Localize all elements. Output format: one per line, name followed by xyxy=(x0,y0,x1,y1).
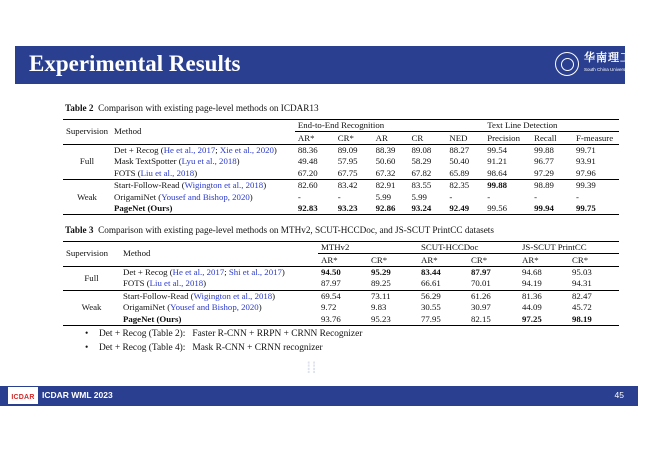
table3-subheader: AR* xyxy=(421,254,438,265)
table2-header-detection: Text Line Detection xyxy=(484,120,619,132)
table3-value-cell: 77.95 xyxy=(421,313,441,324)
table3-value-cell: 82.15 xyxy=(471,313,491,324)
method-name: Det + Recog ( xyxy=(114,144,164,155)
table2-value-cell: 83.42 xyxy=(337,180,358,191)
table2-value-cell: - xyxy=(297,191,301,202)
table3-value-cell: 69.54 xyxy=(321,290,341,301)
table2-subheader: NED xyxy=(449,132,468,143)
citation-link: Yousef and Bishop, 2020 xyxy=(161,191,250,202)
table3-body xyxy=(63,266,619,325)
bullet-item: • Det + Recog (Table 4): Mask R-CNN + CRNN recognizer xyxy=(85,343,323,353)
table2-value-cell: 82.60 xyxy=(297,180,318,191)
table2-value-cell: 88.36 xyxy=(297,144,318,155)
method-name: PageNet (Ours) xyxy=(123,313,182,324)
table2-value-cell: 99.94 xyxy=(534,202,554,213)
citation-link: Liu et al., 2018 xyxy=(149,278,204,289)
table2-header-supervision: Supervision xyxy=(63,120,111,145)
table3-row xyxy=(63,302,619,313)
method-name: Start-Follow-Read ( xyxy=(114,180,185,191)
table3-subheader: CR* xyxy=(371,254,388,265)
table3-value-cell: 9.83 xyxy=(371,302,387,313)
table3-value-cell: 45.72 xyxy=(572,302,592,313)
table3-value-cell: 87.97 xyxy=(471,266,491,277)
university-name-cn: 华南理工大学 xyxy=(584,51,656,64)
table3-value-cell: 83.44 xyxy=(421,266,441,277)
table3-value-cell: 82.47 xyxy=(572,290,592,301)
table2-value-cell: 99.71 xyxy=(576,144,596,155)
table3-value-cell: 30.55 xyxy=(421,302,441,313)
table3-value-cell: 94.31 xyxy=(572,278,592,289)
method-paren: ) xyxy=(263,180,267,191)
table2-row xyxy=(63,168,619,180)
method-paren: ) xyxy=(258,302,262,313)
table2-caption-text: Comparison with existing page-level methods on ICDAR13 xyxy=(98,103,319,113)
page-number: 45 xyxy=(614,390,624,400)
table2-row xyxy=(63,179,619,191)
table3-value-cell: 44.09 xyxy=(522,302,542,313)
table3-method-cell xyxy=(120,290,318,302)
method-paren: ) xyxy=(236,156,240,167)
method-paren: ) xyxy=(272,290,276,301)
university-name-en: South China University of Technology xyxy=(584,67,659,72)
table3-value-cell: 70.01 xyxy=(471,278,491,289)
table2-method-cell xyxy=(111,156,295,167)
table3-value-cell: 81.36 xyxy=(522,290,542,301)
table2-method-cell xyxy=(111,191,295,202)
method-name: Det + Recog ( xyxy=(123,266,173,277)
table2-row xyxy=(63,144,619,156)
citation-sep: ; xyxy=(215,144,220,155)
table3-caption xyxy=(65,225,494,235)
table2-value-cell: 65.89 xyxy=(449,167,470,178)
method-paren: ) xyxy=(273,144,277,155)
table2-value-cell: 99.88 xyxy=(534,144,554,155)
table2-subheader: Recall xyxy=(534,132,557,143)
table3-method-cell xyxy=(120,302,318,313)
table3-value-cell: 30.97 xyxy=(471,302,491,313)
bullet-label: Det + Recog (Table 4): xyxy=(99,343,186,353)
table3-header-supervision: Supervision xyxy=(63,242,120,267)
citation-link: Wigington et al., 2018 xyxy=(193,290,273,301)
table2-value-cell: 99.56 xyxy=(487,202,508,213)
table3-header-mthv2: MTHv2 xyxy=(318,242,418,254)
method-paren: ) xyxy=(249,191,253,202)
title-bar xyxy=(15,46,659,84)
table3-supervision-full: Full xyxy=(63,266,120,290)
icdar-logo-icon xyxy=(8,387,38,404)
table2-caption-label: Table 2 xyxy=(65,103,94,113)
table3-row xyxy=(63,313,619,325)
table2-supervision-weak: Weak xyxy=(63,179,111,214)
table2-value-cell: - xyxy=(449,191,453,202)
table2-value-cell: 82.35 xyxy=(449,180,470,191)
table3-value-cell: 95.29 xyxy=(371,266,391,277)
method-name: FOTS ( xyxy=(123,278,150,289)
method-paren: ) xyxy=(281,266,285,277)
bullet-label: Det + Recog (Table 2): xyxy=(99,329,186,339)
table3-method-cell xyxy=(120,278,318,290)
table3-row xyxy=(63,290,619,302)
table2-value-cell: 99.75 xyxy=(576,202,596,213)
table2-value-cell: 5.99 xyxy=(375,191,391,202)
table2-method-cell xyxy=(111,144,295,156)
table3-subheader: AR* xyxy=(321,254,338,265)
table3-caption-text: Comparison with existing page-level methods on MTHv2, SCUT-HCCDoc, and JS-SCUT PrintCC datasets xyxy=(98,225,494,235)
table3-value-cell: 66.61 xyxy=(421,278,441,289)
bullet-text: Mask R-CNN + CRNN recognizer xyxy=(192,343,323,353)
slide-title: Experimental Results xyxy=(29,51,241,76)
table2-value-cell: 50.60 xyxy=(375,156,396,167)
table2-value-cell: 57.95 xyxy=(337,156,358,167)
method-paren: ) xyxy=(203,278,207,289)
table3-supervision-weak: Weak xyxy=(63,290,120,325)
table2-value-cell: 93.23 xyxy=(337,202,358,213)
table2-value-cell: 92.83 xyxy=(297,202,318,213)
table2-method-cell xyxy=(111,179,295,191)
table2-value-cell: 92.86 xyxy=(375,202,396,213)
citation-sep: ; xyxy=(224,266,229,277)
table3-value-cell: 93.76 xyxy=(321,313,341,324)
citation-link: Liu et al., 2018 xyxy=(140,167,195,178)
table2-value-cell: 88.39 xyxy=(375,144,396,155)
table3-subheader: CR* xyxy=(572,254,589,265)
table2-subheader: F-measure xyxy=(576,132,614,143)
table2-subheader: Precision xyxy=(487,132,520,143)
citation-link: He et al., 2017 xyxy=(172,266,225,277)
table3-header-hccdoc: SCUT-HCCDoc xyxy=(418,242,519,254)
table3-method-cell xyxy=(120,313,318,325)
table2-value-cell: 99.54 xyxy=(487,144,508,155)
table3-caption-label: Table 3 xyxy=(65,225,94,235)
table2-value-cell: 96.77 xyxy=(534,156,554,167)
table3-value-cell: 95.03 xyxy=(572,266,592,277)
table3-value-cell: 94.19 xyxy=(522,278,542,289)
table2-value-cell: - xyxy=(337,191,341,202)
table2-value-cell: 99.88 xyxy=(487,180,508,191)
table2-value-cell: 67.32 xyxy=(375,167,396,178)
citation-link: Xie et al., 2020 xyxy=(219,144,274,155)
bullet-item: • Det + Recog (Table 2): Faster R-CNN + RRPN + CRNN Recognizer xyxy=(85,329,363,339)
table2-value-cell: 50.40 xyxy=(449,156,470,167)
table3-value-cell: 73.11 xyxy=(371,290,391,301)
method-name: Mask TextSpotter ( xyxy=(114,156,182,167)
method-name: OrigamiNet ( xyxy=(114,191,162,202)
icdar-logo-text: ICDAR xyxy=(11,394,35,401)
table2-row xyxy=(63,156,619,167)
table2 xyxy=(63,119,619,215)
table2-supervision-full: Full xyxy=(63,144,111,179)
bullet-text: Faster R-CNN + RRPN + CRNN Recognizer xyxy=(192,329,363,339)
table2-value-cell: 92.49 xyxy=(449,202,470,213)
table2-method-cell xyxy=(111,203,295,215)
footer-conference: ICDAR WML 2023 xyxy=(42,390,113,400)
table2-value-cell: 97.96 xyxy=(576,167,596,178)
table2-value-cell: 58.29 xyxy=(411,156,432,167)
table3-value-cell: 89.25 xyxy=(371,278,391,289)
table2-caption xyxy=(65,103,319,113)
table2-row xyxy=(63,191,619,202)
table3-value-cell: 95.23 xyxy=(371,313,391,324)
table2-value-cell: 98.64 xyxy=(487,167,508,178)
table3-value-cell: 98.19 xyxy=(572,313,592,324)
table3-value-cell: 61.26 xyxy=(471,290,491,301)
table2-value-cell: 67.82 xyxy=(411,167,432,178)
table3-method-cell xyxy=(120,266,318,278)
table2-value-cell: 99.39 xyxy=(576,180,596,191)
method-paren: ) xyxy=(194,167,198,178)
method-name: PageNet (Ours) xyxy=(114,202,173,213)
citation-link: He et al., 2017 xyxy=(163,144,216,155)
table3-subheader: CR* xyxy=(471,254,488,265)
table2-value-cell: 49.48 xyxy=(297,156,318,167)
table3-value-cell: 94.50 xyxy=(321,266,341,277)
table3-value-cell: 94.68 xyxy=(522,266,542,277)
table2-value-cell: 5.99 xyxy=(411,191,427,202)
table2-header-method: Method xyxy=(111,120,295,145)
table2-subheader: CR* xyxy=(337,132,354,143)
table2-subheader: CR xyxy=(411,132,424,143)
table2-row xyxy=(63,203,619,215)
university-seal-icon xyxy=(555,52,579,76)
citation-link: Yousef and Bishop, 2020 xyxy=(170,302,259,313)
citation-link: Lyu et al., 2018 xyxy=(181,156,237,167)
table2-value-cell: 98.89 xyxy=(534,180,554,191)
table2-value-cell: 89.08 xyxy=(411,144,432,155)
method-name: Start-Follow-Read ( xyxy=(123,290,194,301)
table2-value-cell: - xyxy=(534,191,538,202)
bullet-list xyxy=(85,329,362,357)
method-name: OrigamiNet ( xyxy=(123,302,171,313)
table2-value-cell: 83.55 xyxy=(411,180,432,191)
table2-value-cell: 93.24 xyxy=(411,202,432,213)
table3-header-printcc: JS-SCUT PrintCC xyxy=(519,242,619,254)
table2-value-cell: 97.29 xyxy=(534,167,554,178)
table2-subheader: AR xyxy=(375,132,388,143)
table2-value-cell: - xyxy=(576,191,579,202)
method-name: FOTS ( xyxy=(114,167,141,178)
table2-value-cell: 93.91 xyxy=(576,156,596,167)
table2-method-cell xyxy=(111,168,295,180)
table3-header-method: Method xyxy=(120,242,318,267)
table3-value-cell: 9.72 xyxy=(321,302,337,313)
table3-value-cell: 87.97 xyxy=(321,278,341,289)
table2-body xyxy=(63,144,619,214)
table3 xyxy=(63,241,619,326)
table3-row xyxy=(63,266,619,278)
table2-subheader: AR* xyxy=(297,132,315,143)
watermark-mark: ⁞⁞ xyxy=(306,358,317,378)
table3-value-cell: 56.29 xyxy=(421,290,441,301)
table3-value-cell: 97.25 xyxy=(522,313,542,324)
table2-value-cell: 82.91 xyxy=(375,180,396,191)
citation-link: Wigington et al., 2018 xyxy=(184,180,264,191)
table2-value-cell: 88.27 xyxy=(449,144,470,155)
table2-value-cell: 89.09 xyxy=(337,144,358,155)
footer-bar xyxy=(0,386,638,406)
table3-row xyxy=(63,278,619,290)
table2-header-e2e: End-to-End Recognition xyxy=(295,120,484,132)
citation-link: Shi et al., 2017 xyxy=(228,266,282,277)
table2-value-cell: 91.21 xyxy=(487,156,508,167)
table2-value-cell: - xyxy=(487,191,491,202)
table3-subheader: AR* xyxy=(522,254,539,265)
table2-value-cell: 67.20 xyxy=(297,167,318,178)
table2-value-cell: 67.75 xyxy=(337,167,358,178)
